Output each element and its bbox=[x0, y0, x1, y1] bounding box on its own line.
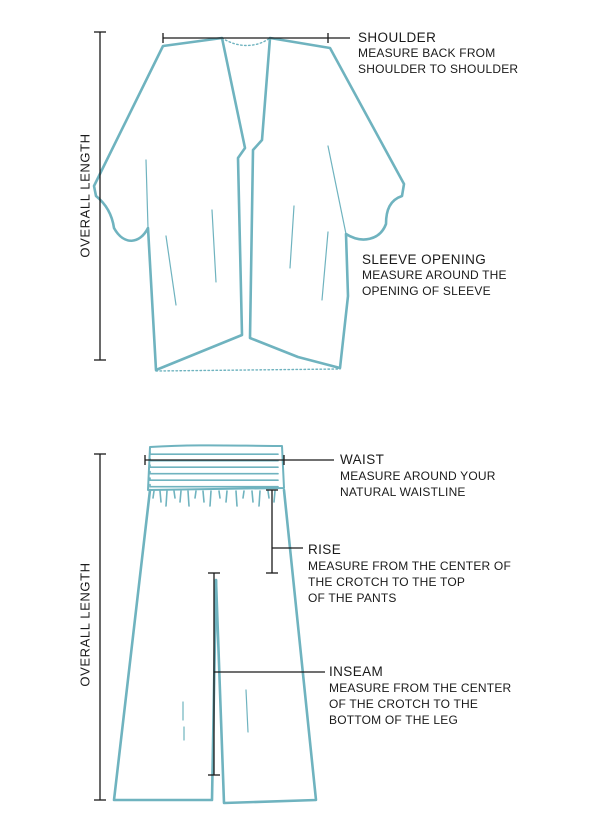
smock-row bbox=[150, 478, 278, 480]
inseam-title: INSEAM bbox=[329, 664, 384, 679]
smock-gather bbox=[153, 491, 154, 498]
inseam-desc-line1: MEASURE FROM THE CENTER bbox=[329, 681, 512, 695]
smock-gather bbox=[210, 491, 211, 506]
smock-gather bbox=[203, 491, 204, 502]
smock-gather bbox=[188, 491, 189, 506]
rise-title: RISE bbox=[308, 542, 342, 557]
smock-gather bbox=[160, 491, 161, 502]
smock-gather bbox=[226, 491, 227, 502]
waist-desc-line2: NATURAL WAISTLINE bbox=[340, 485, 466, 499]
kimono-left-panel bbox=[94, 38, 245, 370]
smock-gather bbox=[252, 491, 253, 502]
rise-desc-line3: OF THE PANTS bbox=[308, 591, 397, 605]
pants-overall-length-label: OVERALL LENGTH bbox=[77, 562, 93, 687]
smock-gather bbox=[219, 491, 220, 498]
smock-gather bbox=[166, 491, 167, 506]
smock-gather bbox=[243, 491, 244, 498]
smock-gather bbox=[274, 491, 275, 502]
kimono-measure-lines bbox=[94, 32, 350, 360]
smock-gather bbox=[195, 491, 196, 498]
kimono-right-panel bbox=[250, 38, 404, 368]
shoulder-desc-line2: SHOULDER TO SHOULDER bbox=[358, 62, 519, 76]
rise-desc-line1: MEASURE FROM THE CENTER OF bbox=[308, 559, 511, 573]
pants-right-leg bbox=[216, 490, 316, 803]
kimono-overall-length-label: OVERALL LENGTH bbox=[77, 133, 93, 258]
shoulder-title: SHOULDER bbox=[358, 30, 437, 45]
smock-gather bbox=[259, 491, 260, 506]
pants-illustration bbox=[114, 445, 316, 803]
kimono-illustration bbox=[94, 38, 404, 371]
inseam-desc-line3: BOTTOM OF THE LEG bbox=[329, 713, 458, 727]
smock-gather bbox=[180, 491, 181, 502]
smock-row bbox=[150, 485, 278, 487]
shoulder-desc-line1: MEASURE BACK FROM bbox=[358, 46, 496, 60]
smock-gather bbox=[174, 491, 175, 498]
smock-row bbox=[150, 472, 278, 474]
inseam-desc-line2: OF THE CROTCH TO THE bbox=[329, 697, 479, 711]
waist-desc-line1: MEASURE AROUND YOUR bbox=[340, 469, 496, 483]
smock-gather bbox=[268, 491, 269, 498]
waist-title: WAIST bbox=[340, 452, 385, 467]
smock-row bbox=[150, 465, 278, 467]
sleeve-opening-title: SLEEVE OPENING bbox=[362, 252, 487, 267]
pants-left-leg bbox=[114, 490, 216, 800]
sleeve-opening-desc-line1: MEASURE AROUND THE bbox=[362, 268, 507, 282]
sleeve-opening-desc-line2: OPENING OF SLEEVE bbox=[362, 284, 491, 298]
rise-desc-line2: THE CROTCH TO THE TOP bbox=[308, 575, 466, 589]
smock-row bbox=[150, 452, 278, 454]
smock-gather bbox=[236, 491, 237, 506]
